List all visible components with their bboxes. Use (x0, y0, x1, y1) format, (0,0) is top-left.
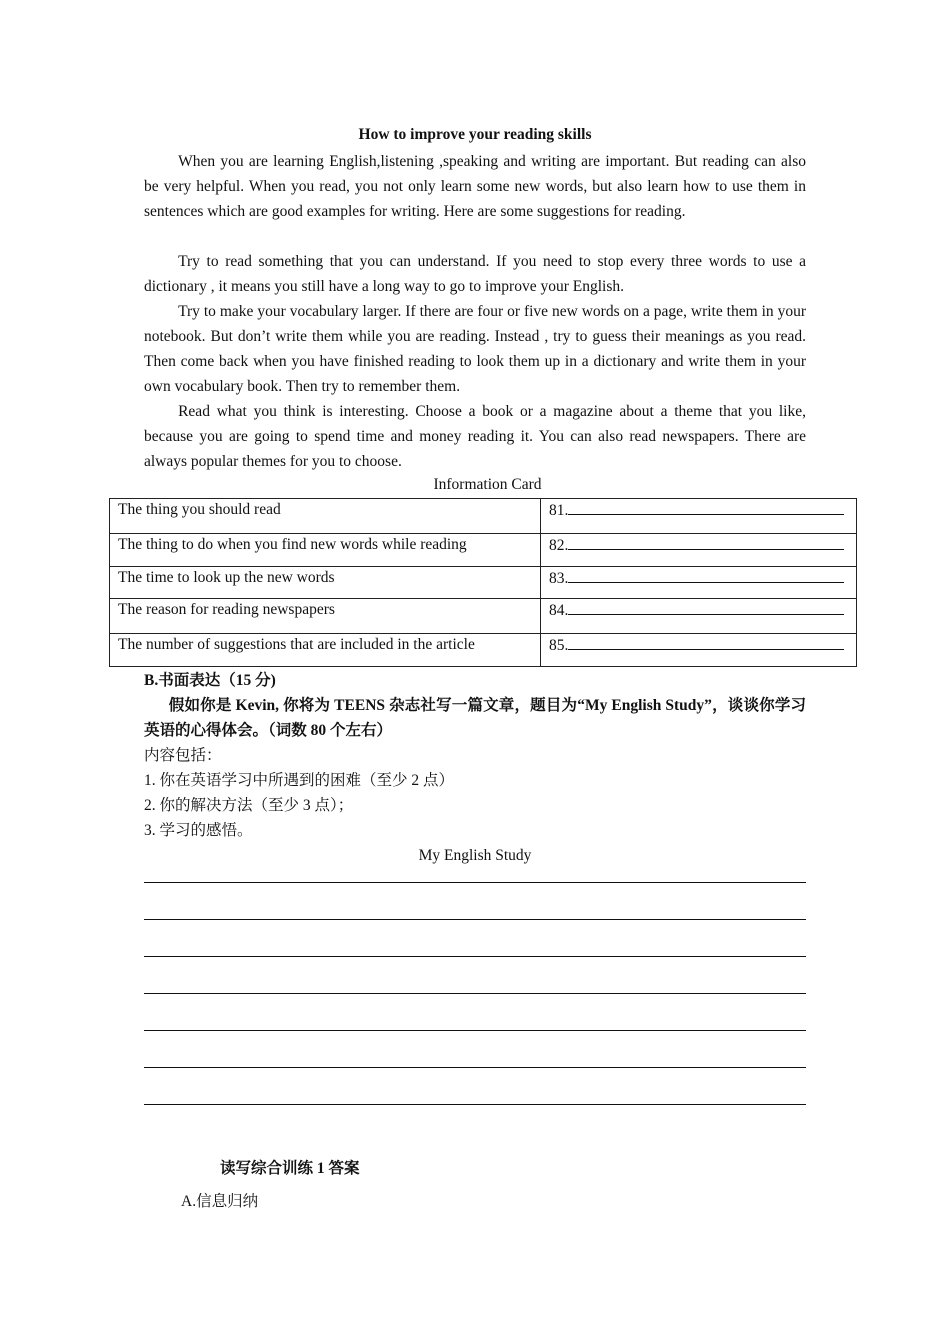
writing-line[interactable] (144, 993, 806, 994)
article-title: How to improve your reading skills (358, 126, 592, 143)
info-card-question: The thing to do when you find new words while reading (110, 534, 541, 567)
info-card-table (109, 498, 857, 667)
table-row (110, 567, 857, 599)
info-card-title: Information Card (433, 476, 542, 493)
table-row (110, 499, 857, 534)
info-card-question: The time to look up the new words (110, 567, 541, 599)
writing-line[interactable] (144, 1104, 806, 1105)
essay-title: My English Study (418, 847, 532, 864)
writing-task-prompt: 假如你是 Kevin, 你将为 TEENS 杂志社写一篇文章，题目为“My English Study”，谈谈你学习英语的心得体会。（词数 80 个左右） (144, 697, 806, 739)
question-number: 84. (549, 602, 569, 619)
answer-blank[interactable] (568, 535, 844, 550)
info-card-answer-cell (541, 534, 857, 567)
info-card-answer-cell (541, 599, 857, 634)
table-row (110, 534, 857, 567)
question-number: 85. (549, 637, 569, 654)
writing-line[interactable] (144, 919, 806, 920)
article-paragraph-4: Read what you think is interesting. Choose a book or a magazine about a theme that you like, because you are going to spend time and money reading it. You can also read newspapers. There are always popular themes for you to choose. (144, 403, 806, 470)
info-card-answer-cell (541, 634, 857, 667)
table-row (110, 634, 857, 667)
answer-key-part-a: A.信息归纳 (181, 1193, 259, 1210)
answer-key-title: 读写综合训练 1 答案 (220, 1160, 360, 1177)
answer-blank[interactable] (568, 600, 844, 615)
writing-line[interactable] (144, 956, 806, 957)
question-number: 83. (549, 570, 569, 587)
info-card-answer-cell (541, 567, 857, 599)
content-point-1: 1. 你在英语学习中所遇到的困难（至少 2 点） (144, 772, 455, 789)
info-card-answer-cell (541, 499, 857, 534)
writing-line[interactable] (144, 1067, 806, 1068)
info-card-question: The number of suggestions that are included in the article (110, 634, 541, 667)
content-point-2: 2. 你的解决方法（至少 3 点）； (144, 797, 354, 814)
section-b-heading: B.书面表达（15 分) (144, 672, 276, 689)
content-label: 内容包括： (144, 747, 222, 764)
question-number: 82. (549, 537, 569, 554)
table-row (110, 599, 857, 634)
article-paragraph-2: Try to read something that you can understand. If you need to stop every three words to use a dictionary , it means you still have a long way to go to improve your English. (144, 253, 806, 295)
writing-line[interactable] (144, 1030, 806, 1031)
info-card-question: The thing you should read (110, 499, 541, 534)
answer-blank[interactable] (568, 500, 844, 515)
content-point-3: 3. 学习的感悟。 (144, 822, 253, 839)
question-number: 81. (549, 502, 569, 519)
answer-blank[interactable] (568, 568, 844, 583)
article-paragraph-3: Try to make your vocabulary larger. If there are four or five new words on a page, write them in your notebook. But don’t write them while you are reading. Instead , try to guess their meanings as you read. Then come back when you have finished reading to look them up in a dictionary and write them in your own vocabulary book. Then try to remember them. (144, 303, 806, 395)
info-card-question: The reason for reading newspapers (110, 599, 541, 634)
article-paragraph-1: When you are learning English,listening ,speaking and writing are important. But reading can also be very helpful. When you read, you not only learn some new words, but also learn how to use them in sentences which are good examples for writing. Here are some suggestions for reading. (144, 153, 806, 220)
answer-blank[interactable] (568, 635, 844, 650)
writing-line[interactable] (144, 882, 806, 883)
